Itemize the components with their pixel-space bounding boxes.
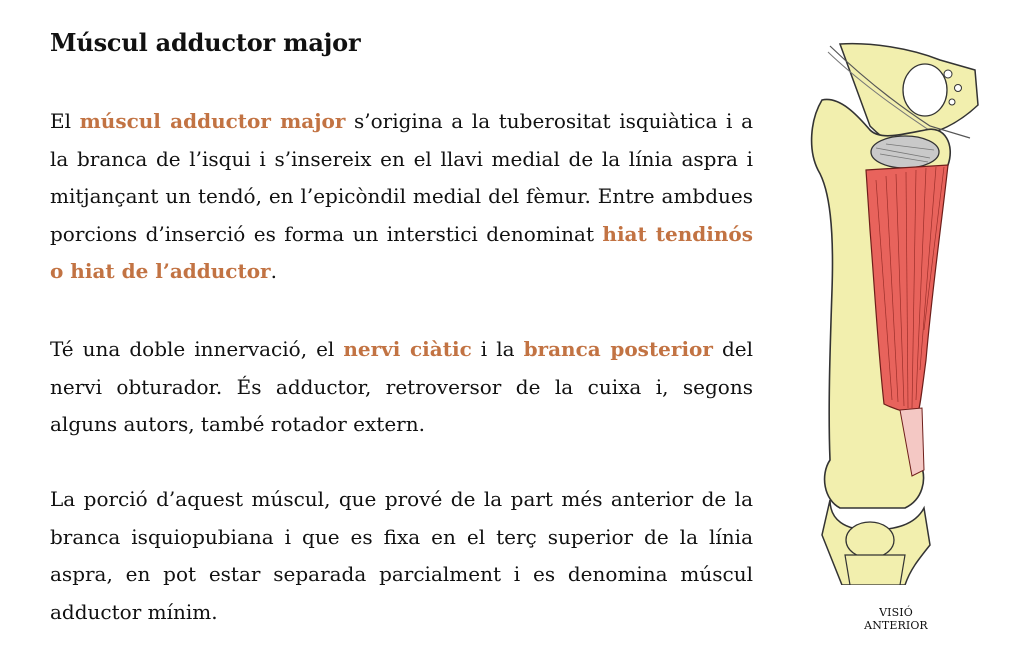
sacral-foramen [955, 85, 962, 92]
femoral-head [871, 136, 939, 168]
sacral-foramen [949, 99, 955, 105]
text: Té una doble innervació, el [50, 337, 344, 361]
page-title: Múscul adductor major [50, 28, 361, 57]
figure-caption: VISIÓ ANTERIOR [864, 606, 928, 632]
highlight-link-adductor-hiatus[interactable]: hiat tendinós o hiat de l’adductor [50, 221, 753, 283]
text: . [270, 259, 277, 283]
sacral-foramen [944, 70, 952, 78]
tibia-bone [845, 555, 905, 585]
highlight-link-posterior-branch[interactable]: branca posterior [523, 337, 713, 361]
text: El [50, 109, 80, 133]
text: del nervi obturador. És adductor, retroversor de la cuixa i, segons alguns autors, també rotador extern. [50, 337, 753, 436]
paragraph-origin-insertion [50, 103, 753, 291]
text: i la [471, 337, 524, 361]
text: s’origina a la tuberositat isquiàtica i a la branca de l’isqui i s’insereix en el llavi medial de la línia aspra i mitjançant un tendó, en l’epicòndil medial del fèmur. Entre ambdues porcions d’inserció es forma un interstici denominat [50, 109, 753, 246]
highlight-link-adductor-major[interactable]: múscul adductor major [79, 109, 346, 133]
paragraph-adductor-minimus [50, 481, 753, 631]
paragraph-innervation [50, 331, 753, 444]
patella [846, 522, 894, 558]
text: La porció d’aquest múscul, que prové de la part més anterior de la branca isquiopubiana i que es fixa en el terç superior de la línia aspra, en pot estar separada parcialment i es denomina múscul adductor mínim. [50, 487, 753, 624]
highlight-link-sciatic-nerve[interactable]: nervi ciàtic [343, 337, 472, 361]
obturator-foramen [903, 64, 947, 116]
anatomy-illustration [800, 30, 990, 585]
